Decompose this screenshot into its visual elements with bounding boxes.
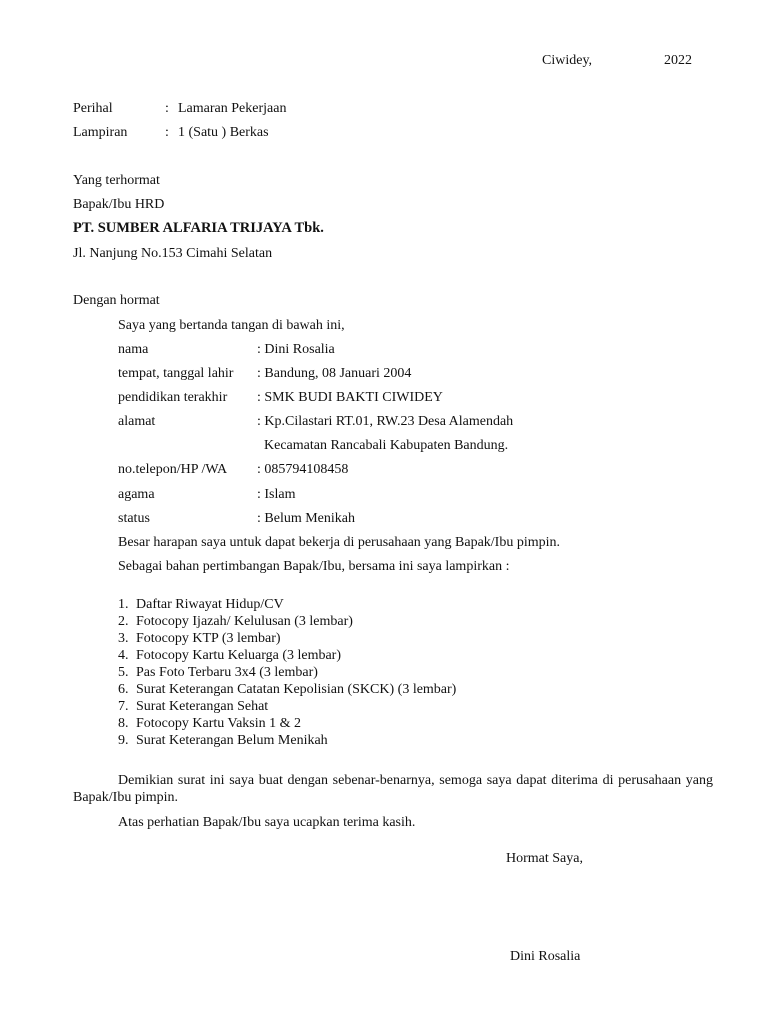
subject-colon: : xyxy=(165,101,169,116)
identity-label: status xyxy=(118,511,150,526)
intro-line: Saya yang bertanda tangan di bawah ini, xyxy=(118,318,345,333)
recipient-greeting: Yang terhormat xyxy=(73,173,160,188)
letter-place: Ciwidey, xyxy=(542,53,593,68)
recipient-company: PT. SUMBER ALFARIA TRIJAYA Tbk. xyxy=(73,220,324,236)
attachment-value: 1 (Satu ) Berkas xyxy=(178,125,269,140)
identity-label: pendidikan terakhir xyxy=(118,390,228,405)
identity-row-address xyxy=(118,413,638,430)
identity-value: : Dini Rosalia xyxy=(257,342,335,357)
list-item: 4. Fotocopy Kartu Keluarga (3 lembar) xyxy=(118,648,342,663)
identity-row-name xyxy=(118,341,618,358)
identity-row-phone xyxy=(118,461,618,478)
identity-value: : Kp.Cilastari RT.01, RW.23 Desa Alamendah xyxy=(257,414,514,429)
identity-value: : Bandung, 08 Januari 2004 xyxy=(257,366,412,381)
list-item: 7. Surat Keterangan Sehat xyxy=(118,699,269,714)
subject-label: Perihal xyxy=(73,101,113,116)
attachment-colon: : xyxy=(165,125,169,140)
identity-row-education xyxy=(118,389,618,406)
identity-row-status xyxy=(118,510,618,527)
attachment-label: Lampiran xyxy=(73,125,128,140)
regards: Hormat Saya, xyxy=(506,851,583,866)
list-item: 5. Pas Foto Terbaru 3x4 (3 lembar) xyxy=(118,665,318,680)
identity-value: : Belum Menikah xyxy=(257,511,355,526)
salutation: Dengan hormat xyxy=(73,293,160,308)
attachment-row xyxy=(73,124,473,141)
list-item: 3. Fotocopy KTP (3 lembar) xyxy=(118,631,281,646)
thanks-line: Atas perhatian Bapak/Ibu saya ucapkan terima kasih. xyxy=(118,815,416,830)
hope-paragraph: Besar harapan saya untuk dapat bekerja di perusahaan yang Bapak/Ibu pimpin. xyxy=(118,535,561,550)
list-item: 6. Surat Keterangan Catatan Kepolisian (SKCK) (3 lembar) xyxy=(118,682,457,697)
closing-statement: Demikian surat ini saya buat dengan sebenar-benarnya, semoga saya dapat diterima di perusahaan yang Bapak/Ibu pimpin. xyxy=(73,773,713,805)
list-item: 8. Fotocopy Kartu Vaksin 1 & 2 xyxy=(118,716,302,731)
identity-value: Kecamatan Rancabali Kabupaten Bandung. xyxy=(264,438,509,453)
attachments-list xyxy=(118,596,456,749)
attachments-intro: Sebagai bahan pertimbangan Bapak/Ibu, bersama ini saya lampirkan : xyxy=(118,559,510,574)
identity-label: no.telepon/HP /WA xyxy=(118,462,228,477)
identity-value: : Islam xyxy=(257,487,296,502)
identity-label: nama xyxy=(118,342,149,357)
recipient-address: Jl. Nanjung No.153 Cimahi Selatan xyxy=(73,246,273,261)
signer-name: Dini Rosalia xyxy=(510,949,581,964)
identity-value: : 085794108458 xyxy=(257,462,349,477)
letter-year: 2022 xyxy=(664,53,692,68)
identity-row-address-cont xyxy=(118,437,638,454)
recipient-attention: Bapak/Ibu HRD xyxy=(73,197,165,212)
identity-label: alamat xyxy=(118,414,156,429)
list-item: 1. Daftar Riwayat Hidup/CV xyxy=(118,597,284,612)
identity-label: tempat, tanggal lahir xyxy=(118,366,234,381)
list-item: 2. Fotocopy Ijazah/ Kelulusan (3 lembar) xyxy=(118,614,353,629)
identity-value: : SMK BUDI BAKTI CIWIDEY xyxy=(257,390,443,405)
identity-row-birth xyxy=(118,365,618,382)
identity-label: agama xyxy=(118,487,155,502)
subject-row xyxy=(73,100,473,117)
list-item: 9. Surat Keterangan Belum Menikah xyxy=(118,733,328,748)
subject-value: Lamaran Pekerjaan xyxy=(178,101,287,116)
identity-row-religion xyxy=(118,486,618,503)
